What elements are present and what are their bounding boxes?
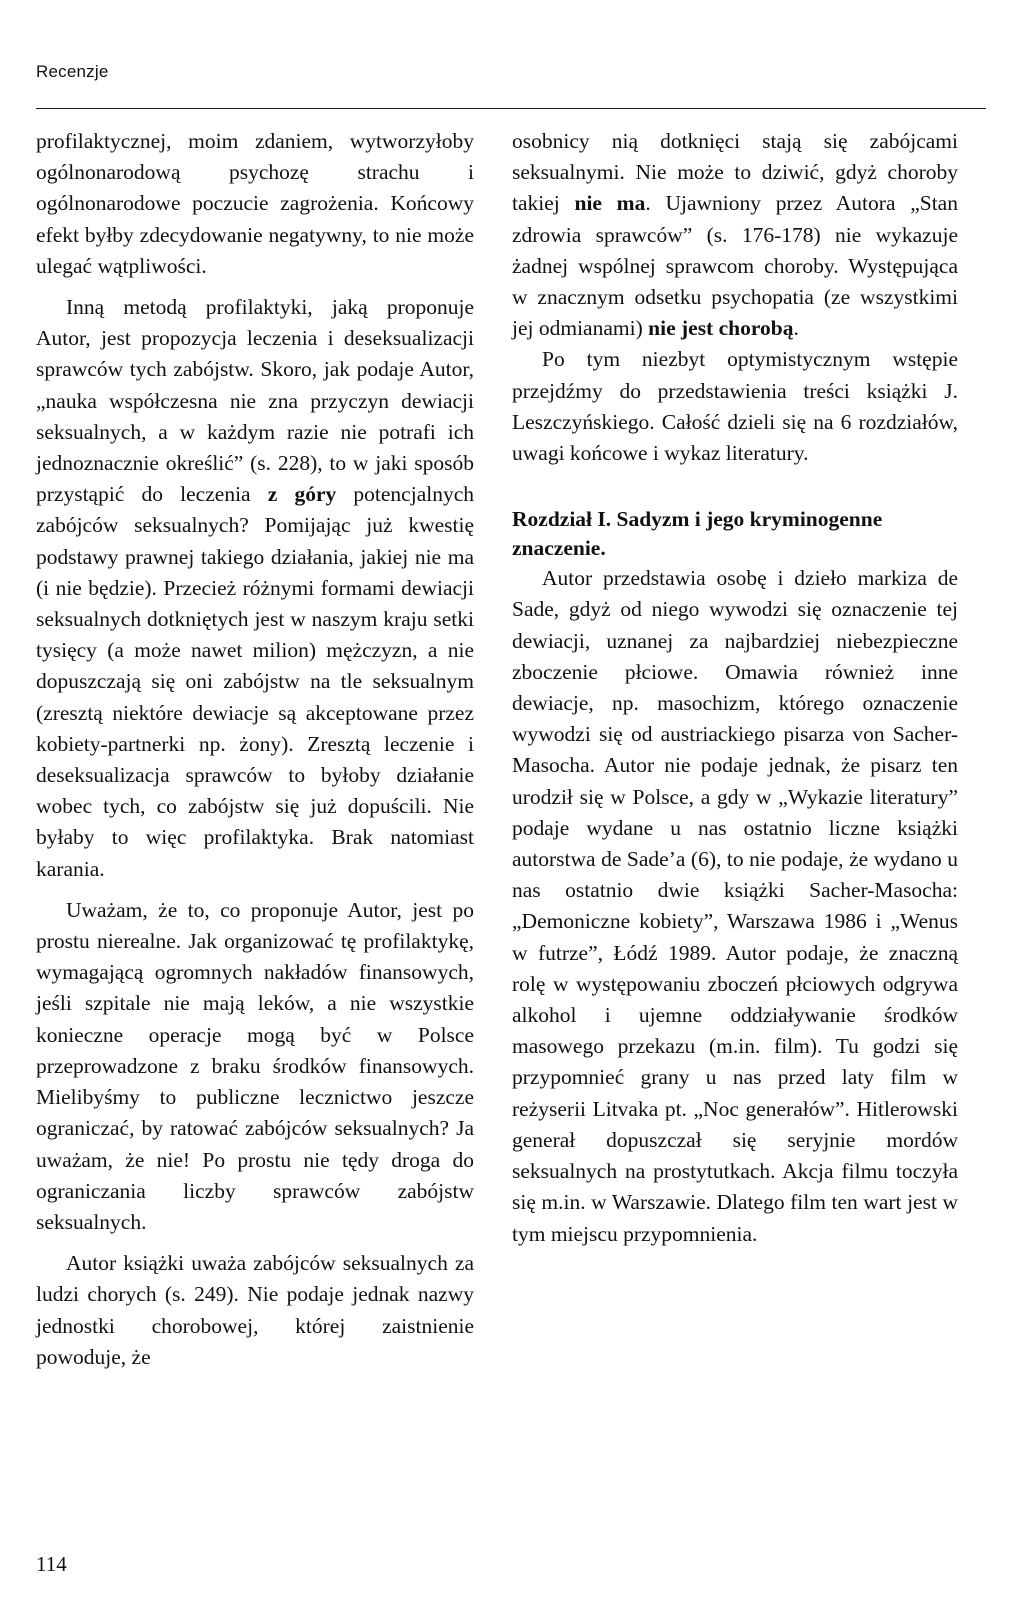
text-run: . bbox=[793, 316, 799, 341]
page-number: 114 bbox=[36, 1552, 67, 1576]
text-run: Uważam, że to, co proponuje Autor, jest po prostu nierealne. Jak organizować tę profilaktykę, wymagającą ogromnych nakładów finansowych, jeśli szpitale nie mają leków, a nie wszystkie konieczne operacje mogą być w Polsce przeprowadzone z braku środków finansowych. Mielibyśmy to publiczne lecznictwo jeszcze ograniczać, by ratować zabójców seksualnych? Ja uważam, że nie! Po prostu nie tędy droga do ograniczania liczby sprawców zabójstw seksualnych. bbox=[36, 897, 474, 1234]
paragraph bbox=[36, 895, 474, 1238]
text-run: Po tym niezbyt optymistycznym wstępie przejdźmy do przedstawienia treści książki J. Leszczyńskiego. Całość dzieli się na 6 rozdziałów, uwagi końcowe i wykaz literatury. bbox=[512, 347, 958, 466]
text-run: osobnicy nią dotknięci stają się zabójcami seksualnymi. Nie może to dziwić, gdyż choroby takiej bbox=[512, 129, 958, 216]
bold-emphasis: z góry bbox=[267, 482, 337, 507]
text-run: profilaktycznej, moim zdaniem, wytworzyłoby ogólnonarodową psychozę strachu i ogólnonarodowe poczucie zagrożenia. Końcowy efekt byłby zdecydowanie negatywny, to nie może ulegać wątpliwości. bbox=[36, 129, 474, 278]
text-run: potencjalnych zabójców seksualnych? Pomijając już kwestię podstawy prawnej takiego działania, jakiej nie ma (i nie będzie). Przecież różnymi formami dewiacji seksualnych dotkniętych jest w naszym kraju setki tysięcy (a może nawet milion) mężczyzn, a nie dopuszczają się oni zabójstw na tle seksualnym (zresztą niektóre dewiacje są akceptowane przez kobiety-partnerki np. żony). Zresztą leczenie i deseksualizacja sprawców to byłoby działanie wobec tych, co zabójstw się już dopuścili. Nie byłaby to więc profilaktyka. Brak natomiast karania. bbox=[36, 482, 475, 881]
text-run: . Ujawniony przez Autora „Stan zdrowia sprawców” (s. 176-178) nie wykazuje żadnej wspólnej sprawcom choroby. Występująca w znacznym odsetku psychopatia (ze wszystkimi jej odmianami) bbox=[512, 191, 958, 341]
paragraph bbox=[36, 1248, 474, 1373]
paragraph bbox=[512, 563, 958, 1249]
text-run: Autor książki uważa zabójców seksualnych za ludzi chorych (s. 249). Nie podaje jednak nazwy jednostki chorobowej, której zaistnienie powoduje, że bbox=[36, 1251, 474, 1369]
paragraph bbox=[36, 292, 474, 885]
section-heading: Rozdział I. Sadyzm i jego kryminogenne znaczenie. bbox=[512, 507, 883, 561]
text-run: Inną metodą profilaktyki, jaką proponuje Autor, jest propozycja leczenia i deseksualizacji sprawców tych zabójstw. Skoro, jak podaje Autor, „nauka współczesna nie zna przyczyn dewiacji seksualnych, a w każdym razie nie potrafi ich jednoznacznie określić” (s. 228), to w jaki sposób przystąpić do leczenia bbox=[36, 295, 474, 507]
right-column bbox=[512, 126, 958, 1250]
bold-emphasis: nie jest chorobą bbox=[648, 316, 794, 341]
paragraph bbox=[512, 344, 958, 469]
paragraph bbox=[36, 126, 474, 282]
bold-emphasis: nie ma bbox=[574, 191, 646, 216]
running-title: Recenzje bbox=[36, 62, 109, 81]
header-rule bbox=[36, 108, 986, 109]
paragraph bbox=[512, 126, 958, 344]
left-column bbox=[36, 126, 474, 1373]
text-run: Autor przedstawia osobę i dzieło markiza de Sade, gdyż od niego wywodzi się oznaczenie tej dewiacji, uznanej za najbardziej niebezpieczne zboczenie płciowe. Omawia również inne dewiacje, np. masochizm, którego oznaczenie wywodzi się od austriackiego pisarza von Sacher-Masocha. Autor nie podaje jednak, że pisarz ten urodził się w Polsce, a gdy w „Wykazie literatury” podaje wydane u nas ostatnio liczne książki autorstwa de Sade’a (6), to nie podaje, że wydano u nas ostatnio dwie książki Sacher-Masocha: „Demoniczne kobiety”, Warszawa 1986 i „Wenus w futrze”, Łódź 1989. Autor podaje, że znaczną rolę w występowaniu zboczeń płciowych odgrywa alkohol i ujemne oddziaływanie środków masowego przekazu (m.in. film). Tu godzi się przypomnieć grany u nas przed laty film w reżyserii Litvaka pt. „Noc generałów”. Hitlerowski generał dopuszczał się seryjnie mordów seksualnych na prostytutkach. Akcja filmu toczyła się m.in. w Warszawie. Dlatego film ten wart jest w tym miejscu przypomnienia. bbox=[512, 566, 958, 1246]
